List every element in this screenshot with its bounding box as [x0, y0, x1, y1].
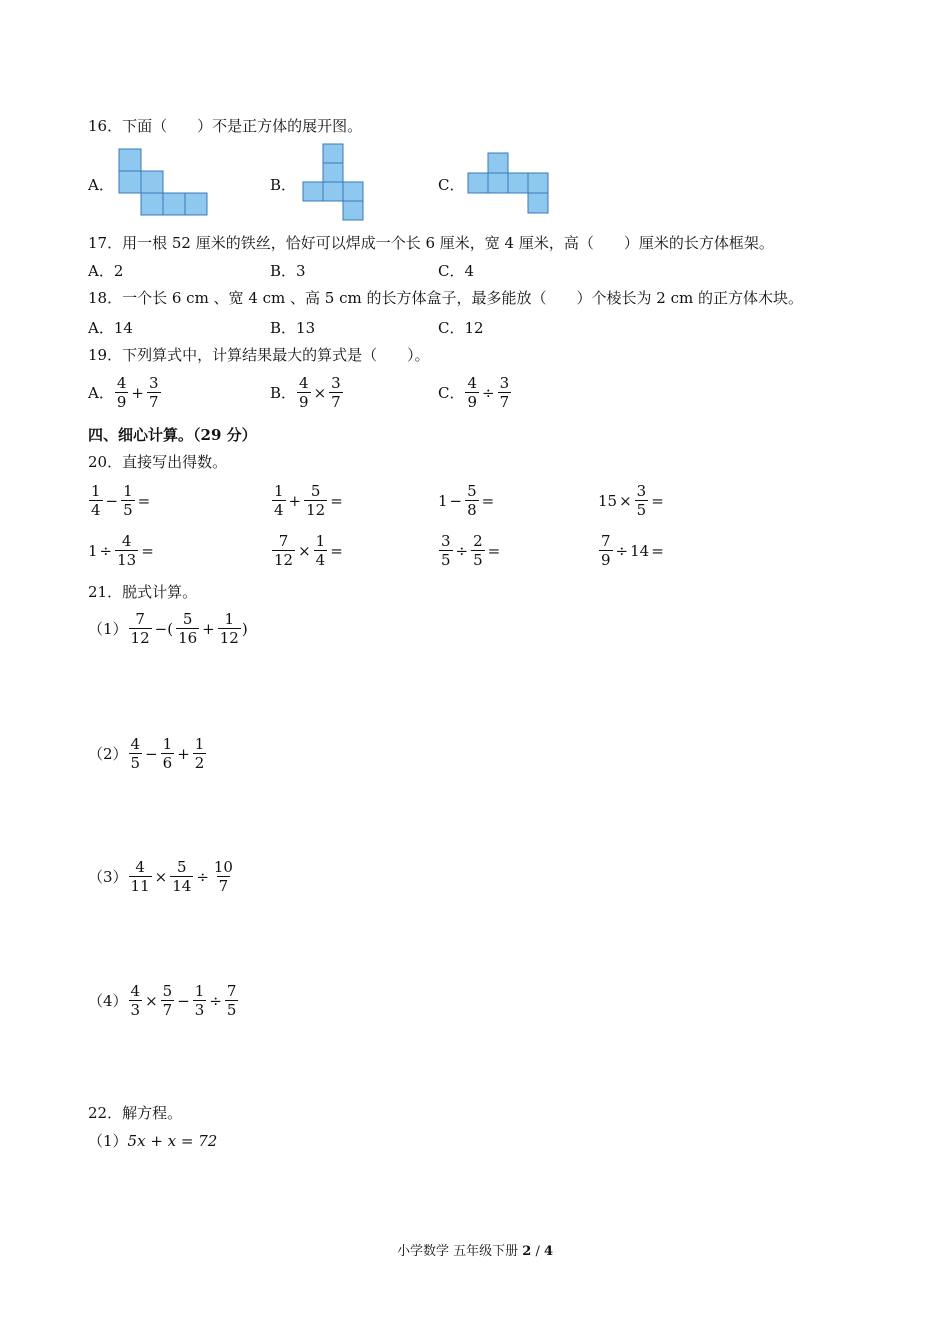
q17-option-a: A．2 — [88, 262, 124, 280]
fraction: $\frac{7}{12}$ — [274, 532, 294, 569]
fraction: $\frac{1}{3}$ — [194, 982, 205, 1019]
q21-part-1 — [88, 610, 248, 647]
operator: −( — [154, 619, 174, 638]
operator: + — [288, 491, 302, 510]
operator: × — [154, 867, 168, 886]
q19-b-label: B． — [270, 383, 297, 402]
operator: + — [131, 383, 144, 402]
q17-option-b: B．3 — [270, 262, 306, 280]
operator: × — [145, 991, 158, 1010]
fraction: $\frac{1}{4}$ — [91, 482, 101, 519]
fraction: $\frac{7}{5}$ — [226, 982, 237, 1019]
q22-part-1 — [88, 1131, 217, 1151]
fraction: $\frac{5}{14}$ — [172, 858, 192, 895]
q16-option-a-label: A． — [88, 176, 114, 194]
close-paren: ) — [241, 619, 248, 638]
q18-option-c: C．12 — [438, 319, 484, 337]
whole-number: 15 — [598, 491, 618, 510]
operator: ÷ — [455, 541, 469, 560]
fraction: $\frac{4}{9}$ — [116, 374, 127, 411]
fraction: $\frac{4}{5}$ — [130, 735, 141, 772]
q21-part-2 — [88, 735, 207, 772]
whole-number: 1 — [88, 541, 98, 560]
operator: × — [619, 491, 632, 510]
operator: ÷ — [209, 991, 222, 1010]
fraction: $\frac{5}{12}$ — [306, 482, 326, 519]
part-label: （3） — [88, 867, 128, 886]
equals-sign: = — [487, 541, 501, 560]
page-footer — [0, 1240, 950, 1259]
fraction: $\frac{3}{5}$ — [441, 532, 451, 569]
equals-sign: = — [651, 541, 664, 560]
q17-stem: 17．用一根 52 厘米的铁丝，恰好可以焊成一个长 6 厘米，宽 4 厘米，高（ ）厘米的长方体框架。 — [88, 234, 774, 252]
fraction: $\frac{7}{12}$ — [130, 610, 150, 647]
cube-net-a — [118, 148, 210, 218]
fraction: $\frac{1}{4}$ — [274, 482, 284, 519]
fraction: $\frac{1}{2}$ — [194, 735, 205, 772]
q22-stem: 22．解方程。 — [88, 1104, 183, 1122]
whole-number: 1 — [438, 491, 448, 510]
q16-option-c-label: C． — [438, 176, 465, 194]
equals-sign: = — [481, 491, 495, 510]
q19-a-label: A． — [88, 383, 114, 402]
fraction: $\frac{3}{7}$ — [499, 374, 510, 411]
fraction: $\frac{4}{13}$ — [117, 532, 137, 569]
q20-item — [88, 532, 156, 569]
section-4-title: 四、细心计算。（29 分） — [88, 426, 257, 444]
q21-part-3 — [88, 858, 236, 895]
fraction: $\frac{1}{12}$ — [219, 610, 239, 647]
page-total: 4 — [543, 1244, 554, 1259]
q21-part-4 — [88, 982, 239, 1019]
fraction: $\frac{1}{4}$ — [315, 532, 326, 569]
equals-sign: = — [651, 491, 664, 510]
q20-stem: 20．直接写出得数。 — [88, 453, 228, 471]
q20-item — [438, 532, 502, 569]
fraction: $\frac{4}{3}$ — [130, 982, 141, 1019]
fraction: $\frac{3}{7}$ — [148, 374, 159, 411]
q19-option-c — [438, 374, 512, 411]
q20-item — [271, 482, 345, 519]
operator: − — [449, 491, 463, 510]
part-label: （2） — [88, 744, 128, 763]
operator: ÷ — [99, 541, 113, 560]
q17-option-c: C．4 — [438, 262, 475, 280]
equation: 5x + x = 72 — [127, 1132, 218, 1150]
q16-option-b-label: B． — [270, 176, 297, 194]
whole-number: 14 — [630, 541, 650, 560]
q20-item — [438, 482, 496, 519]
q19-option-a — [88, 374, 162, 411]
operator: × — [313, 383, 327, 402]
q20-item — [88, 482, 152, 519]
equals-sign: = — [141, 541, 154, 560]
q18-stem: 18．一个长 6 cm 、宽 4 cm 、高 5 cm 的长方体盒子，最多能放（ ）个棱长为 2 cm 的正方体木块。 — [88, 289, 803, 307]
fraction: $\frac{4}{9}$ — [299, 374, 309, 411]
q18-option-a: A．14 — [88, 319, 133, 337]
equals-sign: = — [330, 541, 343, 560]
fraction: $\frac{5}{8}$ — [467, 482, 477, 519]
part-label: （4） — [88, 991, 128, 1010]
q20-item — [598, 532, 666, 569]
fraction: $\frac{7}{9}$ — [601, 532, 611, 569]
page-separator: / — [535, 1244, 540, 1259]
cube-net-b — [300, 143, 366, 223]
operator: ÷ — [196, 867, 209, 886]
operator: × — [298, 541, 311, 560]
cube-net-c — [467, 152, 553, 216]
q19-stem: 19．下列算式中，计算结果最大的算式是（ ）。 — [88, 346, 430, 364]
operator: − — [145, 744, 158, 763]
fraction: $\frac{3}{7}$ — [331, 374, 341, 411]
q21-stem: 21．脱式计算。 — [88, 583, 198, 601]
q18-option-b: B．13 — [270, 319, 316, 337]
fraction: $\frac{1}{6}$ — [162, 735, 173, 772]
operator: + — [202, 619, 215, 638]
q19-c-label: C． — [438, 383, 465, 402]
fraction: $\frac{4}{11}$ — [130, 858, 150, 895]
operator: ÷ — [482, 383, 495, 402]
q19-option-b — [270, 374, 344, 411]
fraction: $\frac{5}{7}$ — [162, 982, 173, 1019]
fraction: $\frac{1}{5}$ — [123, 482, 133, 519]
footer-title: 小学数学 五年级下册 — [396, 1244, 519, 1259]
fraction: $\frac{4}{9}$ — [467, 374, 478, 411]
operator: + — [177, 744, 190, 763]
operator: − — [177, 991, 190, 1010]
equals-sign: = — [330, 491, 343, 510]
fraction: $\frac{3}{5}$ — [636, 482, 647, 519]
fraction: $\frac{2}{5}$ — [473, 532, 483, 569]
operator: ÷ — [615, 541, 629, 560]
part-label: （1） — [88, 619, 128, 638]
q16-stem: 16．下面（ ）不是正方体的展开图。 — [88, 117, 363, 135]
fraction: $\frac{5}{16}$ — [178, 610, 198, 647]
equals-sign: = — [137, 491, 151, 510]
operator: − — [105, 491, 119, 510]
q20-item — [598, 482, 666, 519]
page-number: 2 — [522, 1244, 532, 1259]
q20-item — [271, 532, 345, 569]
part-label: （1） — [88, 1132, 128, 1150]
fraction: $\frac{10}{7}$ — [213, 858, 233, 895]
